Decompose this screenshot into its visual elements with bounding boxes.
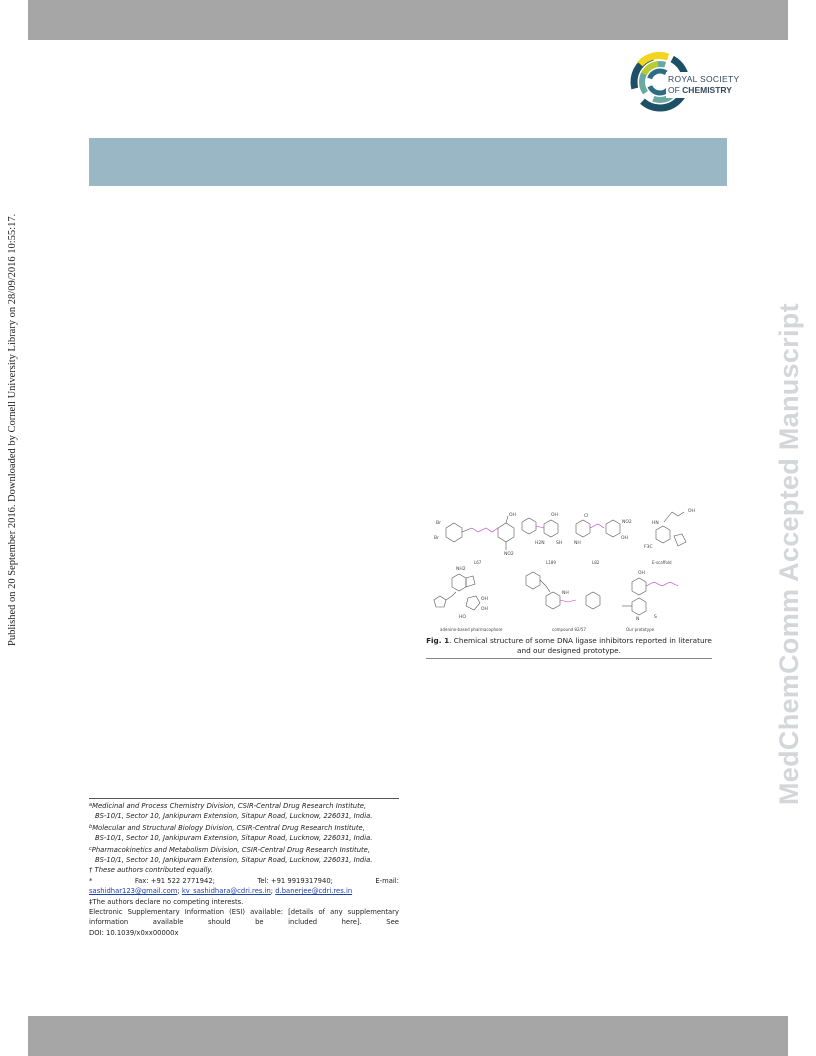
atom-label: OH [481, 607, 488, 612]
affiliation-c-address: BS-10/1, Sector 10, Jankipuram Extension, Sitapur Road, Lucknow, 226031, India. [95, 856, 373, 865]
atom-label: NH2 [456, 567, 466, 572]
atom-label: NO2 [622, 520, 632, 525]
atom-label: NO2 [504, 552, 514, 557]
accepted-manuscript-watermark: MedChemComm Accepted Manuscript [774, 303, 804, 805]
doi-line: DOI: 10.1039/x0xx00000x [89, 928, 179, 937]
affiliation-c: $^c$Pharmacokinetics and Metabolism Division, CSIR-Central Drug Research Institute, [89, 845, 371, 854]
logo-text-line1: ROYAL SOCIETY [668, 74, 740, 84]
atom-label: OH [621, 536, 628, 541]
journal-banner [89, 138, 727, 186]
atom-label: S [654, 615, 657, 620]
footer-band [28, 1016, 788, 1056]
atom-label: OH [551, 513, 558, 518]
publication-note: Published on 20 September 2016. Downloaded by Cornell University Library on 28/09/2016 10:55:17. [7, 213, 18, 646]
compound-label: E-scaffold [652, 560, 672, 565]
atom-label: F3C [644, 545, 653, 550]
compound-label: compound 82/57 [552, 627, 586, 632]
email-link[interactable]: sashidhar123@gmail.com [89, 887, 178, 896]
email-link[interactable]: d.banerjee@cdri.res.in [275, 887, 353, 896]
compound-label: adenine-based pharmacophore [440, 627, 503, 632]
atom-label: Cl [584, 514, 589, 519]
chemical-structures-image [426, 506, 712, 636]
compound-label: L82 [592, 560, 600, 565]
atom-label: OH [638, 571, 645, 576]
atom-label: SH [556, 541, 563, 546]
fax-number: Fax: +91 522 2771942; [134, 876, 215, 885]
footnote-divider [89, 798, 399, 799]
atom-label: OH [481, 597, 488, 602]
conflict-of-interest-note: ‡The authors declare no competing interests. [89, 897, 244, 906]
rsc-logo [628, 52, 740, 118]
compound-label: L67 [474, 560, 482, 565]
corresponding-star: * [89, 876, 93, 885]
affiliation-b: $^b$Molecular and Structural Biology Division, CSIR-Central Drug Research Institute, [89, 823, 365, 832]
atom-label: OH [509, 513, 516, 518]
atom-label: N [636, 617, 640, 622]
atom-label: HO [459, 615, 466, 620]
atom-label: Br [434, 536, 439, 541]
atom-label: OH [688, 509, 695, 514]
email-links: sashidhar123@gmail.com; kv_sashidhara@cdri.res.in; d.banerjee@cdri.res.in [89, 887, 353, 896]
affiliation-b-address: BS-10/1, Sector 10, Jankipuram Extension, Sitapur Road, Lucknow, 226031, India. [95, 834, 373, 843]
atom-label: NH [562, 591, 569, 596]
email-link[interactable]: kv_sashidhara@cdri.res.in [181, 887, 271, 896]
figure-caption-text: . Chemical structure of some DNA ligase inhibitors reported in literature and our designed prototype. [449, 636, 712, 655]
figure-caption [426, 636, 712, 656]
footnotes [89, 800, 399, 938]
affiliation-a-address: BS-10/1, Sector 10, Jankipuram Extension, Sitapur Road, Lucknow, 226031, India. [95, 812, 373, 821]
email-label: E-mail: [375, 876, 399, 885]
contact-line [89, 876, 399, 886]
header-band [28, 0, 788, 40]
atom-label: Br [436, 521, 441, 526]
figure-caption-label: Fig. 1 [426, 636, 450, 645]
tel-number: Tel: +91 9919317940; [257, 876, 333, 885]
logo-text-line2: OF CHEMISTRY [668, 85, 732, 95]
atom-label: HN [652, 521, 659, 526]
figure-divider [426, 658, 712, 659]
affiliation-a: $^a$Medicinal and Process Chemistry Division, CSIR-Central Drug Research Institute, [89, 802, 367, 810]
compound-label: L189 [546, 560, 556, 565]
atom-label: NH [574, 541, 581, 546]
compound-label: Our prototype [626, 627, 655, 632]
equal-contribution-note: † These authors contributed equally. [89, 866, 214, 875]
atom-label: H2N [535, 541, 545, 546]
esi-note: Electronic Supplementary Information (ESI) available: [details of any supplementary information available should be included here]. See [89, 908, 399, 927]
